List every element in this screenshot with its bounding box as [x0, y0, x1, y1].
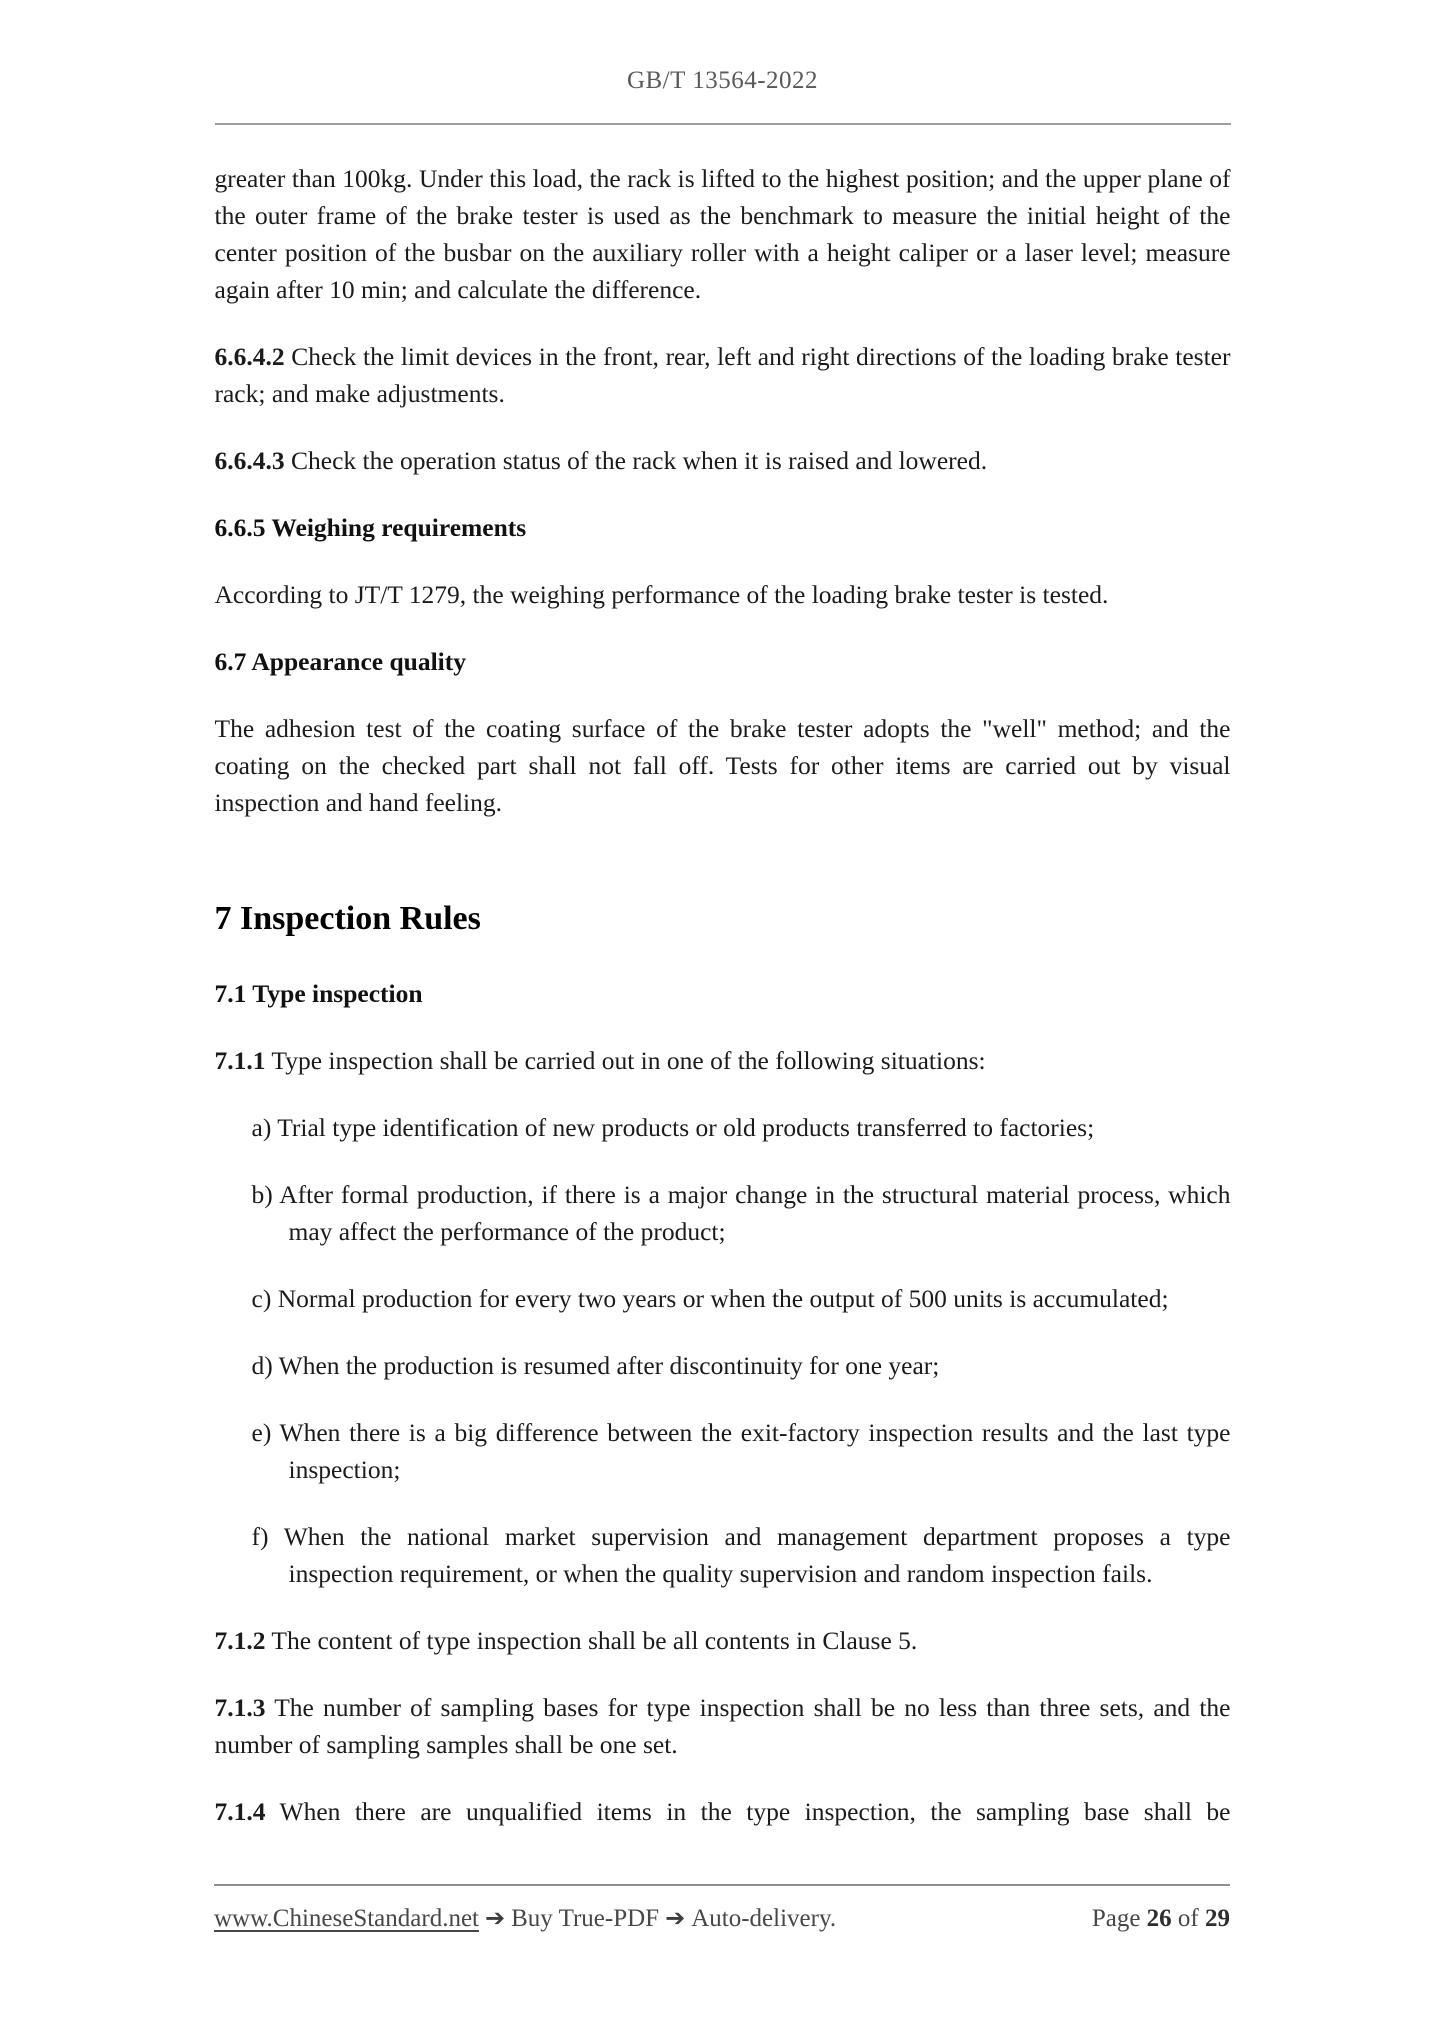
list-item-c: [252, 1280, 1231, 1317]
list-marker: a): [251, 1113, 272, 1142]
list-marker: f): [251, 1522, 269, 1551]
footer-left: [214, 1902, 836, 1935]
right-arrow-icon: ➔: [665, 1904, 686, 1932]
list-marker: d): [251, 1351, 273, 1380]
list-marker: b): [251, 1180, 273, 1209]
clause-7-1-1: [215, 1042, 1231, 1079]
list-marker: e): [251, 1418, 272, 1447]
of-label: of: [1177, 1905, 1199, 1932]
clause-text: Check the operation status of the rack when it is raised and lowered.: [291, 446, 988, 475]
list-item-e: [252, 1414, 1231, 1488]
list-item-text: Trial type identification of new products or old products transferred to factories;: [277, 1113, 1095, 1142]
clause-text: The number of sampling bases for type inspection shall be no less than three sets, and the number of sampling samples shall be one set.: [214, 1693, 1231, 1759]
site-link[interactable]: www.ChineseStandard.net: [214, 1905, 479, 1932]
clause-6-7-text: The adhesion test of the coating surface of the brake tester adopts the "well" method; and the coating on the checked part shall not fall off. Tests for other items are carried out by visual inspection and hand feeling.: [214, 714, 1231, 817]
current-page-number: 26: [1146, 1905, 1172, 1932]
list-item-a: [252, 1109, 1231, 1146]
list-item-d: [252, 1347, 1231, 1384]
paragraph-continuation: greater than 100kg. Under this load, the rack is lifted to the highest position; and the upper plane of the outer frame of the brake tester is used as the benchmark to measure the initial height of the center position of the busbar on the auxiliary roller with a height caliper or a laser level; measure again after 10 min; and calculate the difference.: [214, 164, 1231, 304]
list-marker: c): [251, 1284, 272, 1313]
list-item-text: When the production is resumed after discontinuity for one year;: [278, 1351, 940, 1380]
clause-number: 7.1.1: [214, 1046, 266, 1075]
list-item-text: Normal production for every two years or when the output of 500 units is accumulated;: [277, 1284, 1169, 1313]
page-header: [215, 0, 1231, 125]
clause-number: 6.6.4.2: [214, 342, 285, 371]
clause-7-1-2: [215, 1622, 1231, 1659]
total-page-number: 29: [1205, 1905, 1230, 1932]
heading-6-6-5: 6.6.5 Weighing requirements: [214, 513, 527, 542]
clause-6-6-4-2: [215, 338, 1231, 412]
clause-text: When there are unqualified items in the type inspection, the sampling base shall be: [279, 1797, 1231, 1826]
footer-action-delivery: Auto-delivery.: [691, 1905, 837, 1932]
clause-text: Type inspection shall be carried out in one of the following situations:: [271, 1046, 986, 1075]
document-body: [215, 125, 1231, 1830]
clause-text: The content of type inspection shall be all contents in Clause 5.: [271, 1626, 918, 1655]
clause-7-1-3: [215, 1689, 1231, 1763]
clause-7-1-4: [215, 1793, 1231, 1830]
clause-6-6-5-text: According to JT/T 1279, the weighing performance of the loading brake tester is tested.: [214, 580, 1109, 609]
clause-number: 7.1.2: [214, 1626, 266, 1655]
list-item-text: After formal production, if there is a major change in the structural material process, which may affect the performance of the product;: [279, 1180, 1231, 1246]
list-item-f: [252, 1518, 1231, 1592]
clause-text: Check the limit devices in the front, rear, left and right directions of the loading brake tester rack; and make adjustments.: [214, 342, 1231, 408]
standard-number-title: GB/T 13564-2022: [626, 67, 819, 94]
right-arrow-icon: ➔: [485, 1904, 506, 1932]
clause-number: 7.1.3: [214, 1693, 266, 1722]
footer-action-buy: Buy True-PDF: [511, 1905, 660, 1932]
list-item-text: When there is a big difference between the exit-factory inspection results and the last type inspection;: [279, 1418, 1231, 1484]
clause-number: 7.1.4: [214, 1797, 266, 1826]
clause-6-6-4-3: [215, 442, 1231, 479]
clause-number: 6.6.4.3: [214, 446, 285, 475]
page-info: [1092, 1903, 1230, 1935]
heading-6-7: 6.7 Appearance quality: [214, 647, 466, 676]
page-label: Page: [1091, 1905, 1141, 1932]
list-item-text: When the national market supervision and management department proposes a type inspection requirement, or when the quality supervision and random inspection fails.: [283, 1522, 1231, 1588]
chapter-7-heading: 7 Inspection Rules: [214, 900, 481, 937]
list-item-b: [252, 1176, 1231, 1250]
heading-7-1: 7.1 Type inspection: [214, 979, 423, 1008]
page-footer: [214, 1884, 1230, 1935]
